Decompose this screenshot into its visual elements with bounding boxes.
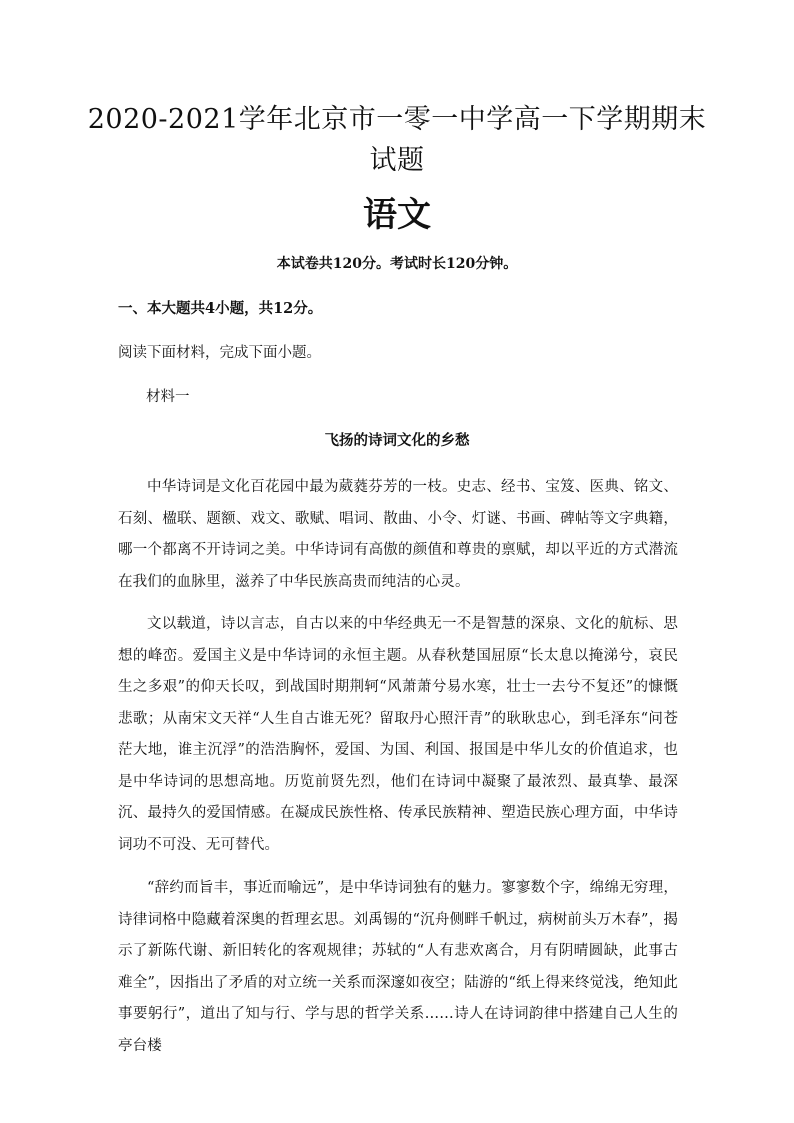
article-paragraph: 文以载道，诗以言志，自古以来的中华经典无一不是智慧的深泉、文化的航标、思想的峰峦。爱国主义是中华诗词的永恒主题。从春秋楚国屈原“长太息以掩涕兮，哀民生之多艰”的仰天长叹，到战国时期荆轲“风萧萧兮易水寒，壮士一去兮不复还”的慷慨悲歌；从南宋文天祥“人生自古谁无死？留取丹心照汗青”的耿耿忠心，到毛泽东“问苍茫大地，谁主沉浮”的浩浩胸怀，爱国、为国、利国、报国是中华儿女的价值追求，也是中华诗词的思想高地。历览前贤先烈，他们在诗词中凝聚了最浓烈、最真挚、最深沉、最持久的爱国情感。在凝成民族性格、传承民族精神、塑造民族心理方面，中华诗词功不可没、无可替代。 bbox=[118, 616, 678, 853]
exam-title-line2: 试题 bbox=[369, 145, 425, 176]
material-label: 材料一 bbox=[146, 389, 190, 405]
exam-title-line1: 2020-2021学年北京市一零一中学高一下学期期末 bbox=[87, 104, 707, 135]
article-paragraph: 中华诗词是文化百花园中最为葳蕤芬芳的一枝。史志、经书、宝笈、医典、铭文、石刻、楹联、题额、戏文、歌赋、唱词、散曲、小令、灯谜、书画、碑帖等文字典籍，哪一个都离不开诗词之美。中华诗词有高傲的颜值和尊贵的禀赋，却以平近的方式潜流在我们的血脉里，滋养了中华民族高贵而纯洁的心灵。 bbox=[118, 479, 678, 590]
reading-instruction: 阅读下面材料，完成下面小题。 bbox=[118, 345, 321, 361]
article-paragraph: “辞约而旨丰，事近而喻远”，是中华诗词独有的魅力。寥寥数个字，绵绵无穷理，诗律词格中隐藏着深奥的哲理玄思。刘禹锡的“沉舟侧畔千帆过，病树前头万木春”，揭示了新陈代谢、新旧转化的客观规律；苏轼的“人有悲欢离合，月有阴晴圆缺，此事古难全”，因指出了矛盾的对立统一关系而深邃如夜空；陆游的“纸上得来终觉浅，绝知此事要躬行”，道出了知与行、学与思的哲学关系……诗人在诗词韵律中搭建自己人生的亭台楼 bbox=[118, 880, 678, 1054]
exam-meta-info: 本试卷共120分。考试时长120分钟。 bbox=[276, 256, 518, 272]
subject-heading: 语文 bbox=[363, 195, 431, 235]
section-heading: 一、本大题共4小题，共12分。 bbox=[118, 300, 323, 317]
article-title: 飞扬的诗词文化的乡愁 bbox=[324, 432, 470, 449]
